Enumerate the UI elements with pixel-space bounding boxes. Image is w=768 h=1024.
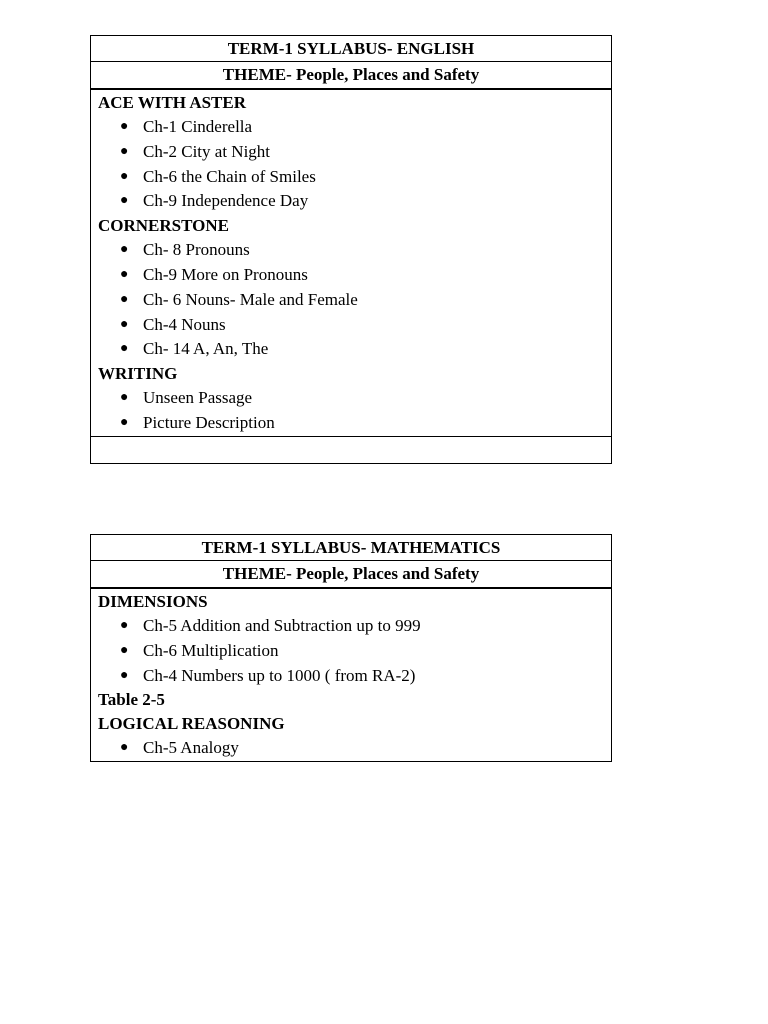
list-item: ● Ch-9 Independence Day	[98, 189, 611, 214]
section-list	[98, 736, 611, 761]
section-heading: ACE WITH ASTER	[98, 93, 247, 112]
bullet-icon: ●	[120, 143, 129, 159]
bullet-icon: ●	[120, 119, 129, 134]
section-list	[98, 238, 611, 362]
list-item: ● Ch-5 Analogy	[98, 736, 611, 761]
section-list	[98, 614, 611, 688]
bullet-icon: ●	[120, 242, 129, 258]
list-item: ● Ch- 8 Pronouns	[98, 238, 611, 263]
bullet-icon: ●	[120, 667, 129, 683]
list-item: ● Ch- 6 Nouns- Male and Female	[98, 288, 611, 313]
list-item: ● Ch- 14 A, An, The	[98, 337, 611, 362]
bullet-icon: ●	[120, 740, 129, 756]
section-list	[98, 386, 611, 436]
list-item: ● Ch-4 Numbers up to 1000 ( from RA-2)	[98, 664, 611, 689]
bullet-icon: ●	[120, 291, 129, 307]
section-heading: CORNERSTONE	[98, 216, 229, 236]
list-item: ● Ch-9 More on Pronouns	[98, 263, 611, 288]
list-item: ● Ch-2 City at Night	[98, 140, 611, 165]
list-item: ● Ch-1 Cinderella	[98, 115, 611, 140]
english-theme	[91, 62, 611, 90]
mathematics-syllabus-table	[90, 534, 612, 762]
english-theme-text: People, Places and Safety	[291, 65, 480, 84]
mathematics-title: TERM-1 SYLLABUS- MATHEMATICS	[91, 535, 611, 561]
section-heading: LOGICAL REASONING	[98, 714, 285, 734]
mathematics-theme	[91, 561, 611, 589]
bullet-icon: ●	[120, 193, 129, 209]
bullet-icon: ●	[120, 618, 129, 633]
list-item: ● Unseen Passage	[98, 386, 611, 411]
empty-table-row	[91, 436, 611, 463]
mathematics-theme-label: THEME-	[222, 564, 292, 583]
bullet-icon: ●	[120, 390, 129, 406]
section-list	[98, 115, 611, 214]
mathematics-content	[91, 589, 611, 761]
section-heading: DIMENSIONS	[98, 592, 208, 611]
bullet-icon: ●	[120, 414, 129, 430]
bullet-icon: ●	[120, 341, 129, 357]
english-syllabus-table	[90, 35, 612, 464]
bullet-icon: ●	[120, 316, 129, 332]
bullet-icon: ●	[120, 168, 129, 184]
list-item: ● Picture Description	[98, 411, 611, 436]
english-title: TERM-1 SYLLABUS- ENGLISH	[91, 36, 611, 62]
bullet-icon: ●	[120, 642, 129, 658]
english-content	[91, 90, 611, 436]
bullet-icon: ●	[120, 266, 129, 282]
list-item: ● Ch-6 the Chain of Smiles	[98, 165, 611, 190]
list-item: ● Ch-4 Nouns	[98, 313, 611, 338]
mathematics-theme-text: People, Places and Safety	[291, 564, 480, 583]
list-item: ● Ch-6 Multiplication	[98, 639, 611, 664]
section-heading: Table 2-5	[98, 690, 165, 710]
section-heading: WRITING	[98, 364, 178, 384]
english-theme-label: THEME-	[222, 65, 292, 84]
list-item: ● Ch-5 Addition and Subtraction up to 999	[98, 614, 611, 639]
